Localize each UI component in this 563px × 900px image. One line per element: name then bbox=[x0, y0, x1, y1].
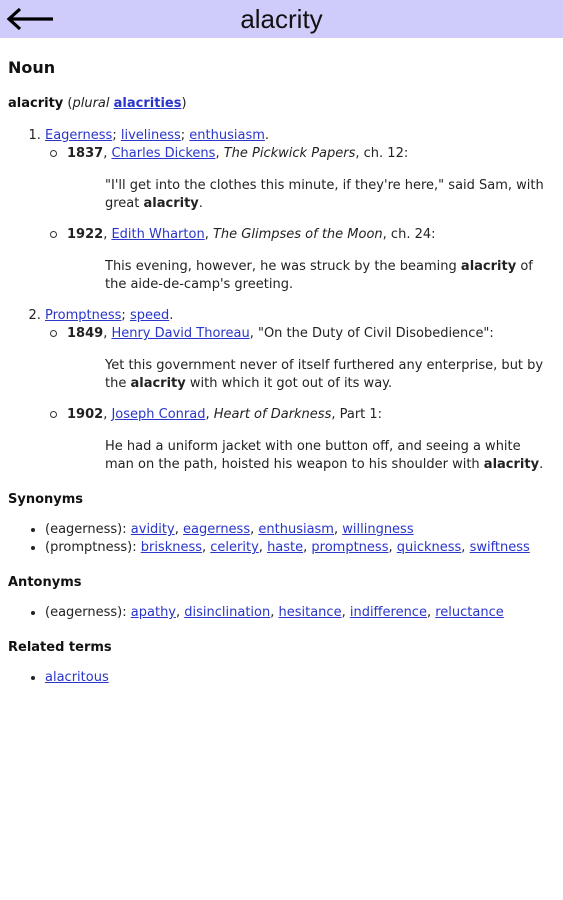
author-link[interactable]: Charles Dickens bbox=[111, 146, 216, 161]
antonyms-heading: Antonyms bbox=[8, 575, 82, 590]
sense-list bbox=[8, 127, 555, 474]
synonym-link[interactable]: haste bbox=[267, 540, 304, 555]
related-term-link[interactable]: alacritous bbox=[45, 670, 109, 685]
sense-item: 2. Promptness; speed. 1849, Henry David Thoreau, "On the Duty of Civil Disobedience": Yet this government never of itself furthered any enterprise, but by the alacrity with which it got out of its way. 1902, Joseph Conrad, Heart of Darkness, Part 1: He had a uniform jacket with one button off, and seeing a white man on the path, hoisted his weapon to his shoulder with alacrity. bbox=[45, 307, 555, 474]
related-terms-list bbox=[8, 669, 555, 687]
synonym-link[interactable]: willingness bbox=[342, 522, 414, 537]
sense-link[interactable]: liveliness bbox=[120, 128, 181, 143]
definition-content bbox=[0, 58, 563, 687]
synonym-link[interactable]: avidity bbox=[130, 522, 175, 537]
author-link[interactable]: Edith Wharton bbox=[111, 227, 205, 242]
term-group: • (eagerness): apathy, disinclination, hesitance, indifference, reluctance bbox=[45, 604, 555, 622]
plural-form-link[interactable]: alacrities bbox=[113, 96, 182, 111]
citation-ref: , ch. 12: bbox=[355, 146, 409, 161]
quotation-text: He had a uniform jacket with one button off, and seeing a white man on the path, hoisted his weapon to his shoulder with alacrity. bbox=[105, 439, 544, 472]
sense-link[interactable]: speed bbox=[129, 308, 170, 323]
antonym-link[interactable]: apathy bbox=[130, 605, 176, 620]
sense-link[interactable]: Eagerness bbox=[45, 128, 113, 143]
plural-label: plural bbox=[72, 96, 110, 111]
related-terms-heading: Related terms bbox=[8, 640, 112, 655]
quote-keyword: alacrity bbox=[483, 457, 540, 472]
sense-link[interactable]: enthusiasm bbox=[189, 128, 265, 143]
quote-year: 1837 bbox=[67, 146, 104, 161]
related-term-item bbox=[45, 669, 555, 687]
arrow-left-icon bbox=[5, 7, 55, 31]
synonym-link[interactable]: celerity bbox=[210, 540, 259, 555]
citation-ref: , ch. 24: bbox=[382, 227, 436, 242]
citation-ref: , Part 1: bbox=[331, 407, 383, 422]
app-header bbox=[0, 0, 563, 38]
quotation-item: 1922, Edith Wharton, The Glimpses of the Moon, ch. 24: This evening, however, he was struck by the beaming alacrity of the aide-de-camp's greeting. bbox=[45, 226, 555, 294]
synonym-link[interactable]: swiftness bbox=[469, 540, 530, 555]
group-label: (eagerness): bbox=[45, 605, 131, 620]
quote-year: 1849 bbox=[67, 326, 104, 341]
sense-item: 1. Eagerness; liveliness; enthusiasm. 1837, Charles Dickens, The Pickwick Papers, ch. 12: "I'll get into the clothes this minute, if they're here," said Sam, with great alacrity. 1922, Edith Wharton, The Glimpses of the Moon, ch. 24: This evening, however, he was struck by the beaming alacrity of the aide-de-camp's greeting. bbox=[45, 127, 555, 294]
part-of-speech-heading: Noun bbox=[8, 58, 56, 77]
back-button[interactable] bbox=[0, 0, 60, 38]
quotation-list bbox=[45, 145, 555, 294]
term-group: • (promptness): briskness, celerity, haste, promptness, quickness, swiftness bbox=[45, 539, 555, 557]
quotation-text: "I'll get into the clothes this minute, if they're here," said Sam, with great alacrity. bbox=[105, 178, 544, 211]
quote-keyword: alacrity bbox=[460, 259, 517, 274]
antonym-link[interactable]: hesitance bbox=[278, 605, 342, 620]
work-title: Heart of Darkness bbox=[213, 407, 332, 422]
quotation-text: Yet this government never of itself furthered any enterprise, but by the alacrity with which it got out of its way. bbox=[105, 358, 544, 391]
quotation-item: 1902, Joseph Conrad, Heart of Darkness, Part 1: He had a uniform jacket with one button off, and seeing a white man on the path, hoisted his weapon to his shoulder with alacrity. bbox=[45, 406, 555, 474]
quote-keyword: alacrity bbox=[130, 376, 186, 391]
quotation-item: 1837, Charles Dickens, The Pickwick Papers, ch. 12: "I'll get into the clothes this minute, if they're here," said Sam, with great alacrity. bbox=[45, 145, 555, 213]
antonyms-list bbox=[8, 604, 555, 622]
antonym-link[interactable]: disinclination bbox=[184, 605, 271, 620]
quote-year: 1922 bbox=[67, 227, 104, 242]
quote-year: 1902 bbox=[67, 407, 104, 422]
quote-keyword: alacrity bbox=[143, 196, 199, 211]
synonym-link[interactable]: briskness bbox=[140, 540, 203, 555]
work-title: The Glimpses of the Moon bbox=[212, 227, 383, 242]
synonyms-heading: Synonyms bbox=[8, 492, 84, 507]
headword-line: alacrity (plural alacrities) bbox=[8, 96, 187, 111]
term-group: • (eagerness): avidity, eagerness, enthusiasm, willingness bbox=[45, 521, 555, 539]
author-link[interactable]: Henry David Thoreau bbox=[111, 326, 250, 341]
hollow-bullet-icon bbox=[50, 150, 57, 157]
synonym-link[interactable]: promptness bbox=[311, 540, 389, 555]
synonym-link[interactable]: eagerness bbox=[182, 522, 251, 537]
sense-link[interactable]: Promptness bbox=[45, 308, 122, 323]
hollow-bullet-icon bbox=[50, 231, 57, 238]
hollow-bullet-icon bbox=[50, 330, 57, 337]
page-title: alacrity bbox=[240, 4, 323, 34]
author-link[interactable]: Joseph Conrad bbox=[111, 407, 206, 422]
group-label: (eagerness): bbox=[45, 522, 131, 537]
headword: alacrity bbox=[8, 96, 64, 111]
synonym-link[interactable]: quickness bbox=[396, 540, 462, 555]
quotation-list bbox=[45, 325, 555, 474]
citation-ref: , "On the Duty of Civil Disobedience": bbox=[249, 326, 494, 341]
synonyms-list bbox=[8, 521, 555, 557]
hollow-bullet-icon bbox=[50, 411, 57, 418]
antonym-link[interactable]: indifference bbox=[349, 605, 427, 620]
quotation-item: 1849, Henry David Thoreau, "On the Duty of Civil Disobedience": Yet this government never of itself furthered any enterprise, but by the alacrity with which it got out of its way. bbox=[45, 325, 555, 393]
antonym-link[interactable]: reluctance bbox=[435, 605, 504, 620]
synonym-link[interactable]: enthusiasm bbox=[258, 522, 334, 537]
group-label: (promptness): bbox=[45, 540, 141, 555]
work-title: The Pickwick Papers bbox=[223, 146, 356, 161]
quotation-text: This evening, however, he was struck by the beaming alacrity of the aide-de-camp's greeting. bbox=[105, 259, 533, 292]
